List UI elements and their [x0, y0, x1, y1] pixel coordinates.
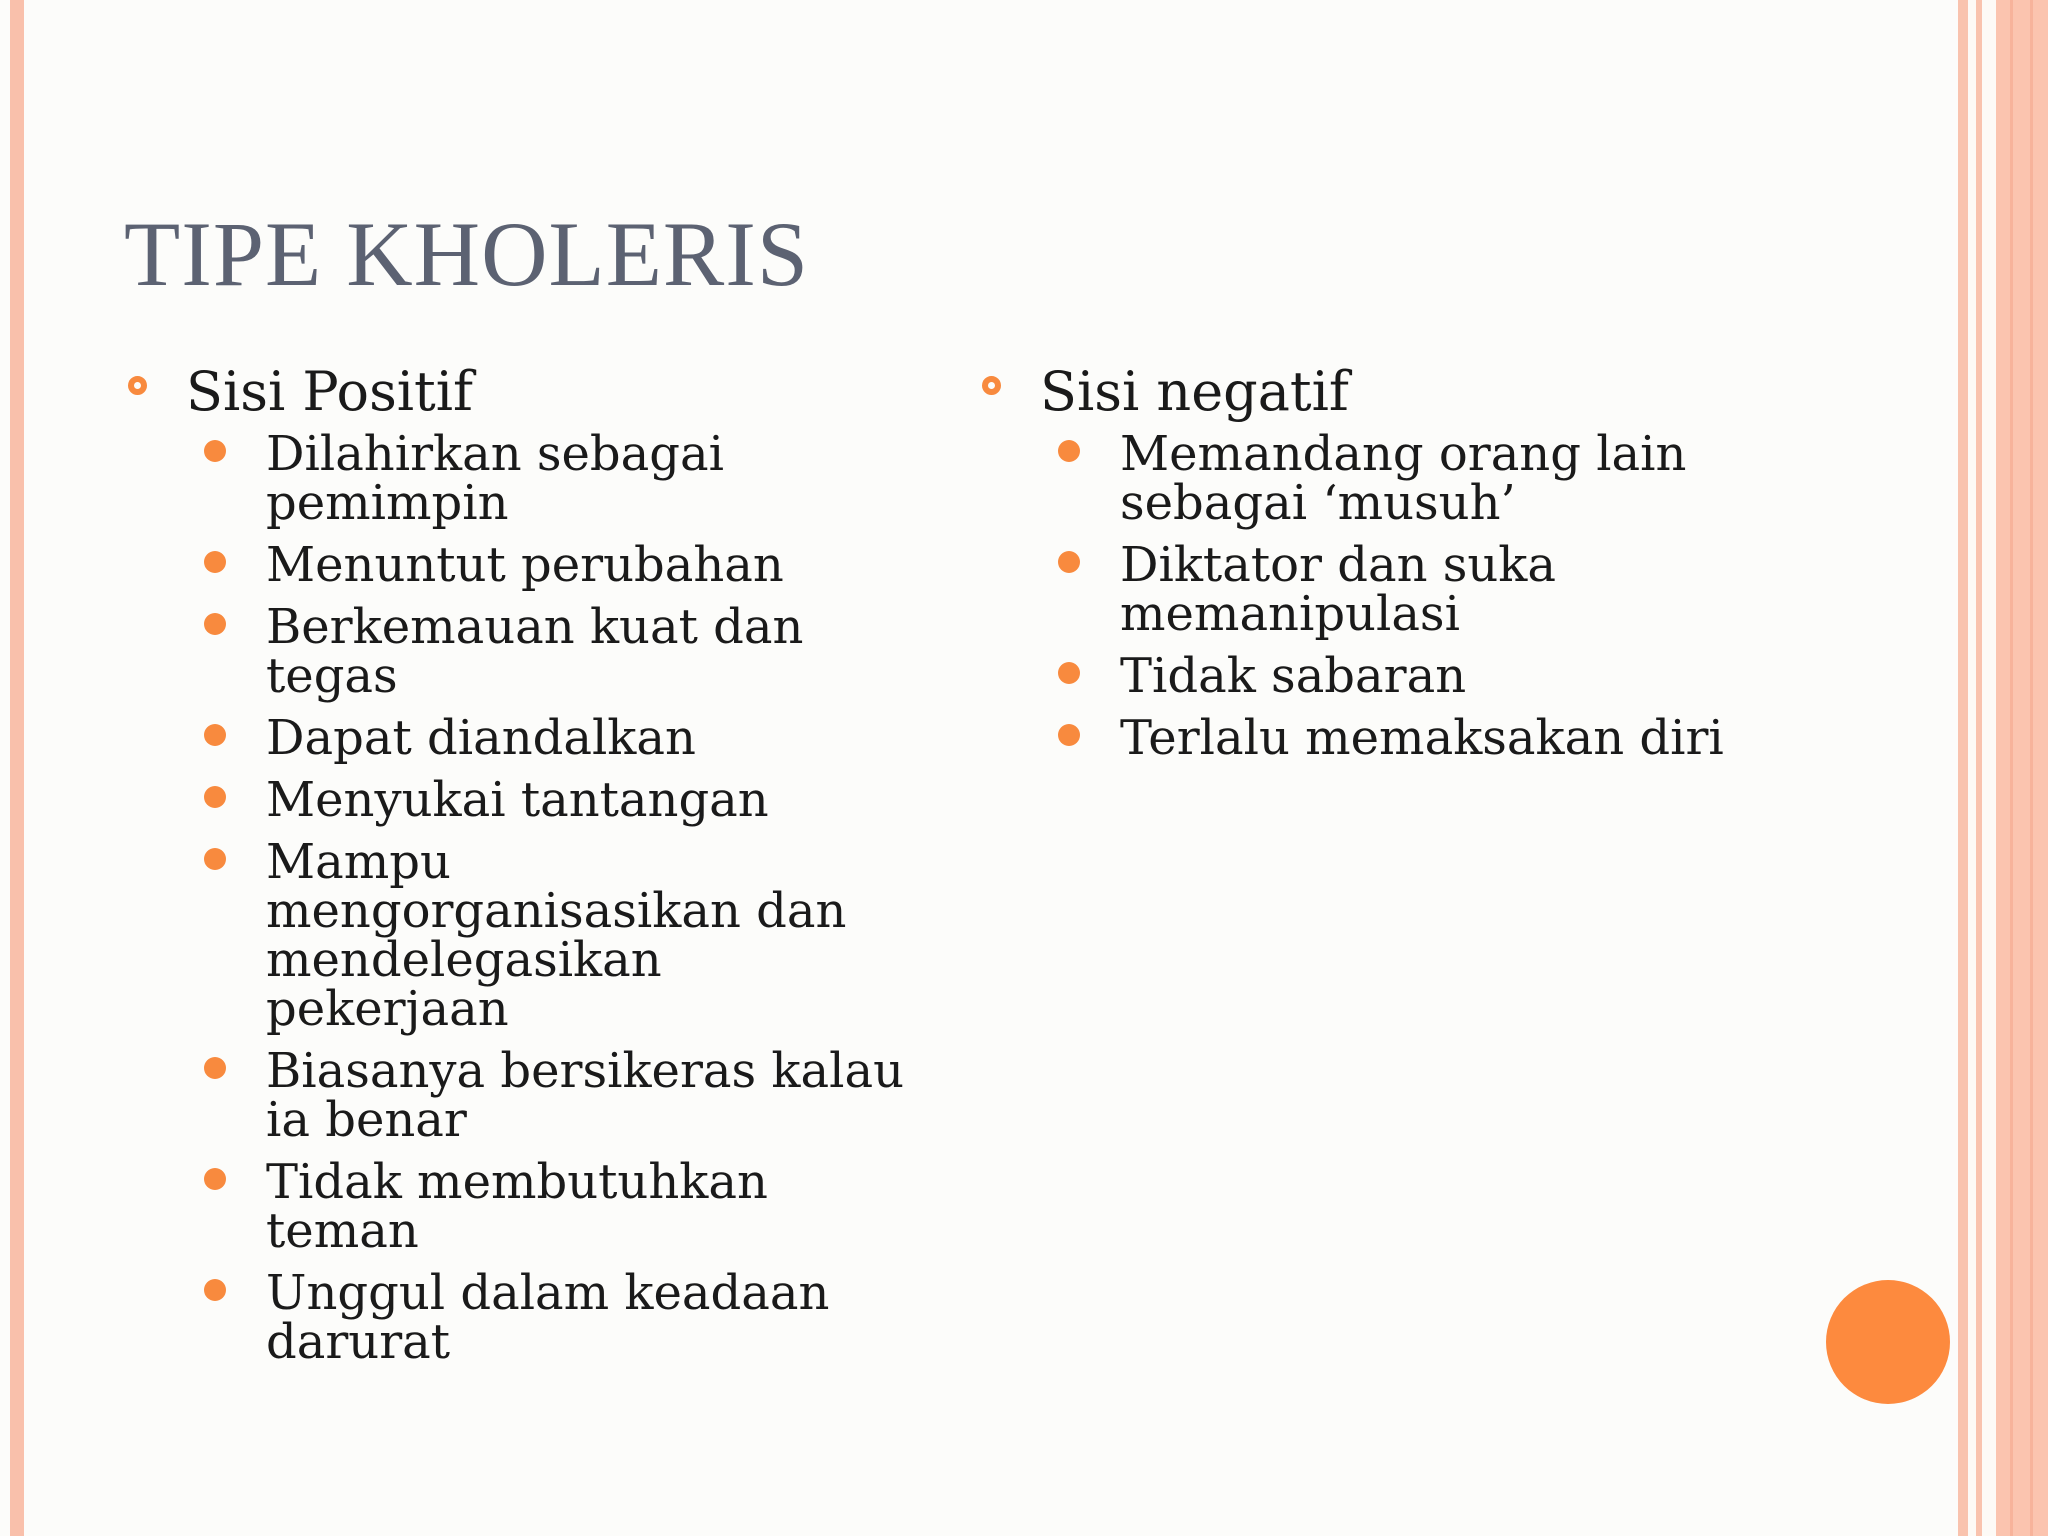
right-border-line [2010, 0, 2013, 1536]
dot-bullet-icon [204, 613, 226, 635]
dot-bullet-icon [1058, 551, 1080, 573]
list-item: Tidak membutuhkan teman [266, 1158, 924, 1256]
list-item: Biasanya bersikeras kalau ia benar [266, 1047, 924, 1145]
right-border-line [2030, 0, 2033, 1536]
list-item: Menyukai tantangan [266, 776, 924, 825]
list-item: Diktator dan suka memanipulasi [1120, 541, 1828, 639]
right-border-stripe [1958, 0, 1968, 1536]
positive-side-heading-text: Sisi Positif [186, 360, 474, 423]
dot-bullet-icon [1058, 662, 1080, 684]
ring-bullet-icon [128, 376, 147, 395]
dot-bullet-icon [204, 724, 226, 746]
list-item: Dapat diandalkan [266, 714, 924, 763]
negative-side-heading-text: Sisi negatif [1040, 360, 1349, 423]
dot-bullet-icon [1058, 724, 1080, 746]
negative-side-heading [978, 360, 1828, 424]
dot-bullet-icon [204, 440, 226, 462]
positive-traits-list [124, 426, 924, 1370]
dot-bullet-icon [204, 1057, 226, 1079]
list-item: Terlalu memaksakan diri [1120, 714, 1828, 763]
ring-bullet-icon [982, 376, 1001, 395]
list-item: Menuntut perubahan [266, 541, 924, 590]
list-item: Dilahirkan sebagai pemimpin [266, 430, 924, 528]
dot-bullet-icon [1058, 440, 1080, 462]
decorative-orange-circle [1826, 1280, 1950, 1404]
slide-title: TIPE KHOLERIS [124, 203, 810, 305]
negative-traits-list [978, 426, 1828, 766]
dot-bullet-icon [204, 786, 226, 808]
dot-bullet-icon [204, 1279, 226, 1301]
left-border-bar [10, 0, 24, 1536]
dot-bullet-icon [204, 848, 226, 870]
positive-side-heading [124, 360, 924, 424]
positive-side-column [124, 360, 924, 1380]
dot-bullet-icon [204, 1168, 226, 1190]
right-border-stripe [1996, 0, 2048, 1536]
right-border-stripe [1968, 0, 1976, 1536]
negative-side-column [978, 360, 1828, 776]
dot-bullet-icon [204, 551, 226, 573]
list-item: Memandang orang lain sebagai ‘musuh’ [1120, 430, 1828, 528]
list-item: Unggul dalam keadaan darurat [266, 1269, 924, 1367]
list-item: Tidak sabaran [1120, 652, 1828, 701]
right-border-stripe [1982, 0, 1996, 1536]
list-item: Mampu mengorganisasikan dan mendelegasikan pekerjaan [266, 838, 866, 1034]
list-item: Berkemauan kuat dan tegas [266, 603, 924, 701]
